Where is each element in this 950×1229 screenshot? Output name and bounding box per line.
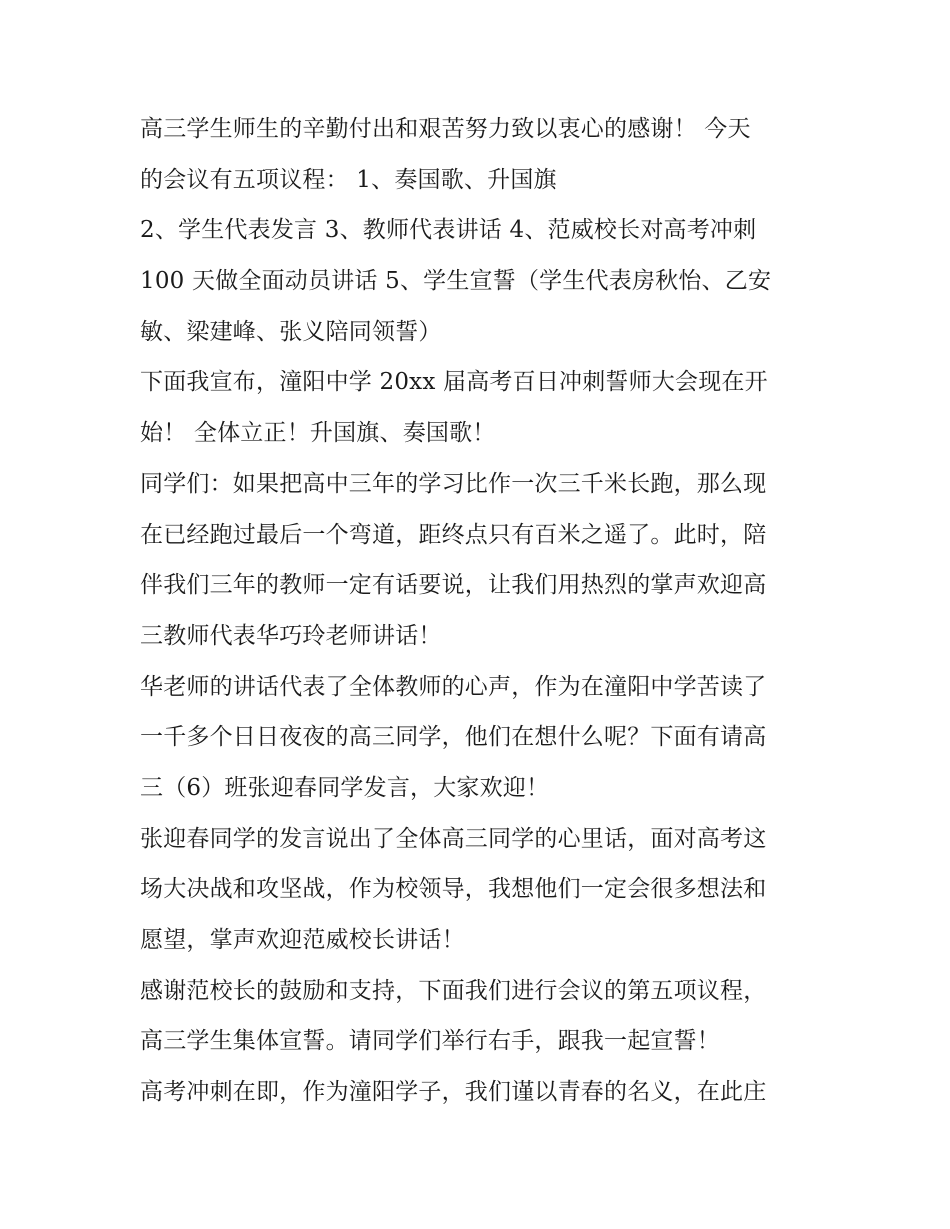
text-line: 高考冲刺在即，作为潼阳学子，我们谨以青春的名义，在此庄: [140, 1079, 767, 1106]
text-line: 伴我们三年的教师一定有话要说，让我们用热烈的掌声欢迎高: [140, 572, 767, 599]
text-line: 的会议有五项议程： 1、奏国歌、升国旗: [140, 166, 557, 193]
text-line: 高三学生师生的辛勤付出和艰苦努力致以衷心的感谢！ 今天: [140, 116, 751, 142]
text-line: 2、学生代表发言 3、教师代表讲话 4、范威校长对高考冲刺: [140, 217, 757, 244]
text-line: 愿望，掌声欢迎范威校长讲话！: [140, 927, 465, 953]
text-line: 张迎春同学的发言说出了全体高三同学的心里话，面对高考这: [140, 825, 767, 852]
text-line: 在已经跑过最后一个弯道，距终点只有百米之遥了。此时，陪: [140, 521, 767, 548]
text-line: 同学们：如果把高中三年的学习比作一次三千米长跑，那么现: [140, 470, 767, 497]
text-line: 一千多个日日夜夜的高三同学，他们在想什么呢？下面有请高: [140, 724, 767, 751]
text-line: 华老师的讲话代表了全体教师的心声，作为在潼阳中学苦读了: [140, 673, 767, 700]
text-line: 三教师代表华巧玲老师讲话！: [140, 622, 442, 649]
document-body: [140, 104, 820, 1118]
text-line: 下面我宣布，潼阳中学 20xx 届高考百日冲刺誓师大会现在开: [140, 369, 768, 396]
text-line: 敏、梁建峰、张义陪同领誓）: [140, 318, 442, 345]
text-line: 100 天做全面动员讲话 5、学生宣誓（学生代表房秋怡、乙安: [140, 268, 772, 295]
text-line: 始！ 全体立正！升国旗、奏国歌！: [140, 420, 496, 447]
text-line: 感谢范校长的鼓励和支持，下面我们进行会议的第五项议程，: [140, 977, 767, 1004]
text-line: 三（6）班张迎春同学发言，大家欢迎！: [140, 774, 550, 801]
text-line: 场大决战和攻坚战，作为校领导，我想他们一定会很多想法和: [140, 876, 767, 903]
text-line: 高三学生集体宣誓。请同学们举行右手，跟我一起宣誓！: [140, 1028, 720, 1055]
